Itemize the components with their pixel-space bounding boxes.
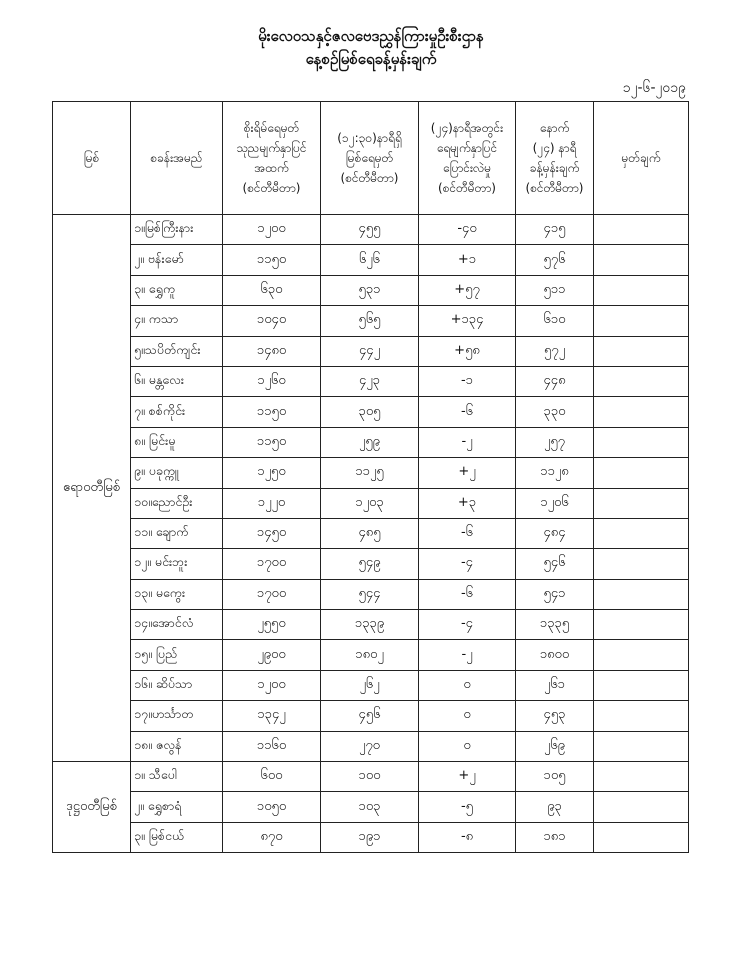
remarks-cell xyxy=(594,822,689,852)
station-name-cell: ၆။ မန္တလေး xyxy=(131,366,223,396)
danger-level-cell: ၁၄၈၀ xyxy=(223,336,321,366)
current-level-cell: ၁၉၁ xyxy=(321,822,419,852)
remarks-cell xyxy=(594,610,689,640)
danger-level-cell: ၁၂၆၀ xyxy=(223,366,321,396)
header-change-line: (၂၄)နာရီအတွင်း xyxy=(430,121,504,135)
change-cell: -၆ xyxy=(419,518,516,548)
change-cell: +၅၈ xyxy=(419,336,516,366)
danger-level-cell: ၂၉၀၀ xyxy=(223,640,321,670)
header-river: မြစ် xyxy=(53,102,131,215)
table-row xyxy=(53,701,689,731)
current-level-cell: ၂၇၀ xyxy=(321,731,419,761)
current-level-cell: ၁၂၀၃ xyxy=(321,488,419,518)
change-cell: -၅ xyxy=(419,792,516,822)
table-row xyxy=(53,792,689,822)
forecast-cell: ၆၁၀ xyxy=(516,306,594,336)
danger-level-cell: ၁၄၅၀ xyxy=(223,518,321,548)
station-name-cell: ၁၈။ ဇလွန် xyxy=(131,731,223,761)
forecast-cell: ၁၂၀၆ xyxy=(516,488,594,518)
remarks-cell xyxy=(594,275,689,305)
station-name-cell: ၁၃။ မကွေး xyxy=(131,579,223,609)
forecast-cell: ၅၄၁ xyxy=(516,579,594,609)
table-row xyxy=(53,245,689,275)
table-row xyxy=(53,822,689,852)
forecast-cell: ၅၄၆ xyxy=(516,549,594,579)
danger-level-cell: ၆၃၀ xyxy=(223,275,321,305)
change-cell: -၁ xyxy=(419,366,516,396)
remarks-cell xyxy=(594,488,689,518)
forecast-cell: ၉၃ xyxy=(516,792,594,822)
header-danger-line: (စင်တီမီတာ) xyxy=(242,181,301,195)
river-name-cell: ဒုဋ္ဌဝတီမြစ် xyxy=(53,762,131,853)
current-level-cell: ၄၈၅ xyxy=(321,518,419,548)
remarks-cell xyxy=(594,518,689,548)
station-name-cell: ၁၀။ညောင်ဦး xyxy=(131,488,223,518)
forecast-cell: ၁၃၃၅ xyxy=(516,610,594,640)
station-name-cell: ၃။ မြစ်ငယ် xyxy=(131,822,223,852)
remarks-cell xyxy=(594,397,689,427)
table-row xyxy=(53,306,689,336)
change-cell: ၀ xyxy=(419,701,516,731)
header-level-line: (စင်တီမီတာ) xyxy=(340,171,399,185)
station-name-cell: ၅။သပိတ်ကျင်း xyxy=(131,336,223,366)
remarks-cell xyxy=(594,549,689,579)
change-cell: +၁၃၄ xyxy=(419,306,516,336)
remarks-cell xyxy=(594,215,689,245)
table-row xyxy=(53,670,689,700)
station-name-cell: ၁၄။အောင်လံ xyxy=(131,610,223,640)
header-change-24h xyxy=(419,102,516,215)
header-forecast-line: (၂၄) နာရီ xyxy=(532,141,577,155)
change-cell: -၄၀ xyxy=(419,215,516,245)
danger-level-cell: ၁၇၀၀ xyxy=(223,549,321,579)
table-row xyxy=(53,215,689,245)
table-row xyxy=(53,610,689,640)
change-cell: +၃ xyxy=(419,488,516,518)
danger-level-cell: ၁၃၄၂ xyxy=(223,701,321,731)
header-danger-line: သုညမျက်နှာပြင် xyxy=(236,141,307,155)
header-change-line: ပြောင်းလဲမှု xyxy=(442,161,492,175)
current-level-cell: ၁၃၃၉ xyxy=(321,610,419,640)
header-danger-line: အထက် xyxy=(254,161,289,175)
danger-level-cell: ၁၇၀၀ xyxy=(223,579,321,609)
station-name-cell: ၁၅။ ပြည် xyxy=(131,640,223,670)
remarks-cell xyxy=(594,670,689,700)
station-name-cell: ၈။ မြင်းမူ xyxy=(131,427,223,457)
station-name-cell: ၁၂။ မင်းဘူး xyxy=(131,549,223,579)
report-title: မိုးလေဝသနှင့်ဇလဗေဒညွှန်ကြားမှုဦးစီးဌာန xyxy=(258,27,484,45)
header-forecast xyxy=(516,102,594,215)
forecast-cell: ၅၁၁ xyxy=(516,275,594,305)
forecast-cell: ၂၆၉ xyxy=(516,731,594,761)
forecast-cell: ၄၄၈ xyxy=(516,366,594,396)
header-forecast-line: ခန့်မှန်းချက် xyxy=(529,161,580,175)
table-row xyxy=(53,549,689,579)
station-name-cell: ၁၇။ဟင်္သာတ xyxy=(131,701,223,731)
danger-level-cell: ၁၁၅၀ xyxy=(223,245,321,275)
header-change-line: ရေမျက်နှာပြင် xyxy=(436,141,498,155)
remarks-cell xyxy=(594,792,689,822)
danger-level-cell: ၁၁၅၀ xyxy=(223,427,321,457)
report-subtitle: နေ့စဉ်မြစ်ရေခန့်မှန်းချက် xyxy=(305,50,437,68)
station-name-cell: ၁၆။ ဆိပ်သာ xyxy=(131,670,223,700)
current-level-cell: ၁၀၃ xyxy=(321,792,419,822)
danger-level-cell: ၁၀၄၀ xyxy=(223,306,321,336)
remarks-cell xyxy=(594,640,689,670)
table-row xyxy=(53,366,689,396)
station-name-cell: ၃။ ရွှေကူ xyxy=(131,275,223,305)
table-row xyxy=(53,458,689,488)
header-remarks: မှတ်ချက် xyxy=(594,102,689,215)
remarks-cell xyxy=(594,458,689,488)
header-row xyxy=(53,102,689,215)
table-row xyxy=(53,488,689,518)
remarks-cell xyxy=(594,427,689,457)
forecast-cell: ၄၁၅ xyxy=(516,215,594,245)
current-level-cell: ၄၂၃ xyxy=(321,366,419,396)
change-cell: -၄ xyxy=(419,610,516,640)
forecast-cell: ၁၁၂၈ xyxy=(516,458,594,488)
header-forecast-line: (စင်တီမီတာ) xyxy=(525,181,584,195)
table-body xyxy=(53,215,689,853)
danger-level-cell: ၁၀၅၀ xyxy=(223,792,321,822)
station-name-cell: ၂။ ဗန်းမော် xyxy=(131,245,223,275)
change-cell: -၂ xyxy=(419,427,516,457)
forecast-cell: ၂၆၁ xyxy=(516,670,594,700)
current-level-cell: ၂၆၂ xyxy=(321,670,419,700)
header-level-line: (၁၂:၃၀)နာရီရှိ xyxy=(337,131,402,145)
change-cell: -၆ xyxy=(419,397,516,427)
station-name-cell: ၁၁။ ချောက် xyxy=(131,518,223,548)
header-station: စခန်းအမည် xyxy=(131,102,223,215)
change-cell: -၄ xyxy=(419,549,516,579)
table-row xyxy=(53,518,689,548)
danger-level-cell: ၁၁၅၀ xyxy=(223,397,321,427)
change-cell: +၂ xyxy=(419,762,516,792)
change-cell: -၆ xyxy=(419,579,516,609)
current-level-cell: ၂၅၉ xyxy=(321,427,419,457)
current-level-cell: ၄၅၅ xyxy=(321,215,419,245)
current-level-cell: ၁၁၂၅ xyxy=(321,458,419,488)
header-current-level xyxy=(321,102,419,215)
remarks-cell xyxy=(594,336,689,366)
current-level-cell: ၁၀၀ xyxy=(321,762,419,792)
forecast-cell: ၃၃၀ xyxy=(516,397,594,427)
station-name-cell: ၂။ ရွှေစာရံ xyxy=(131,792,223,822)
forecast-cell: ၁၀၅ xyxy=(516,762,594,792)
table-row xyxy=(53,762,689,792)
remarks-cell xyxy=(594,245,689,275)
current-level-cell: ၃၀၅ xyxy=(321,397,419,427)
current-level-cell: ၅၆၅ xyxy=(321,306,419,336)
change-cell: +၂ xyxy=(419,458,516,488)
table-row xyxy=(53,427,689,457)
station-name-cell: ၄။ ကသာ xyxy=(131,306,223,336)
station-name-cell: ၉။ ပခုက္ကူ xyxy=(131,458,223,488)
forecast-cell: ၁၈၀၀ xyxy=(516,640,594,670)
header-danger-line: စိုးရိမ်ရေမှတ် xyxy=(243,121,300,135)
table-row xyxy=(53,397,689,427)
station-name-cell: ၁။မြစ်ကြီးနား xyxy=(131,215,223,245)
current-level-cell: ၆၂၆ xyxy=(321,245,419,275)
table-row xyxy=(53,640,689,670)
remarks-cell xyxy=(594,579,689,609)
forecast-cell: ၄၈၄ xyxy=(516,518,594,548)
current-level-cell: ၅၃၁ xyxy=(321,275,419,305)
header-danger-level xyxy=(223,102,321,215)
river-name-cell: ဧရာဝတီမြစ် xyxy=(53,215,131,762)
danger-level-cell: ၁၂၀၀ xyxy=(223,670,321,700)
change-cell: +၁ xyxy=(419,245,516,275)
forecast-cell: ၁၈၁ xyxy=(516,822,594,852)
change-cell: -၈ xyxy=(419,822,516,852)
danger-level-cell: ၁၂၀၀ xyxy=(223,215,321,245)
danger-level-cell: ၁၂၅၀ xyxy=(223,458,321,488)
station-name-cell: ၇။ စစ်ကိုင်း xyxy=(131,397,223,427)
danger-level-cell: ၆၀၀ xyxy=(223,762,321,792)
table-row xyxy=(53,579,689,609)
station-name-cell: ၁။ သီပေါ xyxy=(131,762,223,792)
river-level-table xyxy=(52,101,689,853)
current-level-cell: ၅၄၉ xyxy=(321,549,419,579)
danger-level-cell: ၁၂၂၀ xyxy=(223,488,321,518)
current-level-cell: ၅၄၄ xyxy=(321,579,419,609)
forecast-cell: ၂၅၇ xyxy=(516,427,594,457)
change-cell: +၅၇ xyxy=(419,275,516,305)
forecast-cell: ၅၇၆ xyxy=(516,245,594,275)
current-level-cell: ၄၄၂ xyxy=(321,336,419,366)
table-row xyxy=(53,275,689,305)
header-change-line: (စင်တီမီတာ) xyxy=(438,181,496,195)
table-row xyxy=(53,336,689,366)
remarks-cell xyxy=(594,701,689,731)
danger-level-cell: ၈၇၀ xyxy=(223,822,321,852)
change-cell: -၂ xyxy=(419,640,516,670)
report-date: ၁၂-၆-၂၀၁၉ xyxy=(622,80,686,96)
remarks-cell xyxy=(594,762,689,792)
danger-level-cell: ၁၁၆၀ xyxy=(223,731,321,761)
remarks-cell xyxy=(594,366,689,396)
header-level-line: မြစ်ရေမှတ် xyxy=(345,151,394,165)
remarks-cell xyxy=(594,731,689,761)
forecast-cell: ၄၅၃ xyxy=(516,701,594,731)
current-level-cell: ၄၅၆ xyxy=(321,701,419,731)
table-row xyxy=(53,731,689,761)
danger-level-cell: ၂၅၅၀ xyxy=(223,610,321,640)
header-forecast-line: နောက် xyxy=(539,121,570,135)
remarks-cell xyxy=(594,306,689,336)
forecast-cell: ၅၇၂ xyxy=(516,336,594,366)
change-cell: ၀ xyxy=(419,731,516,761)
change-cell: ၀ xyxy=(419,670,516,700)
current-level-cell: ၁၈၀၂ xyxy=(321,640,419,670)
